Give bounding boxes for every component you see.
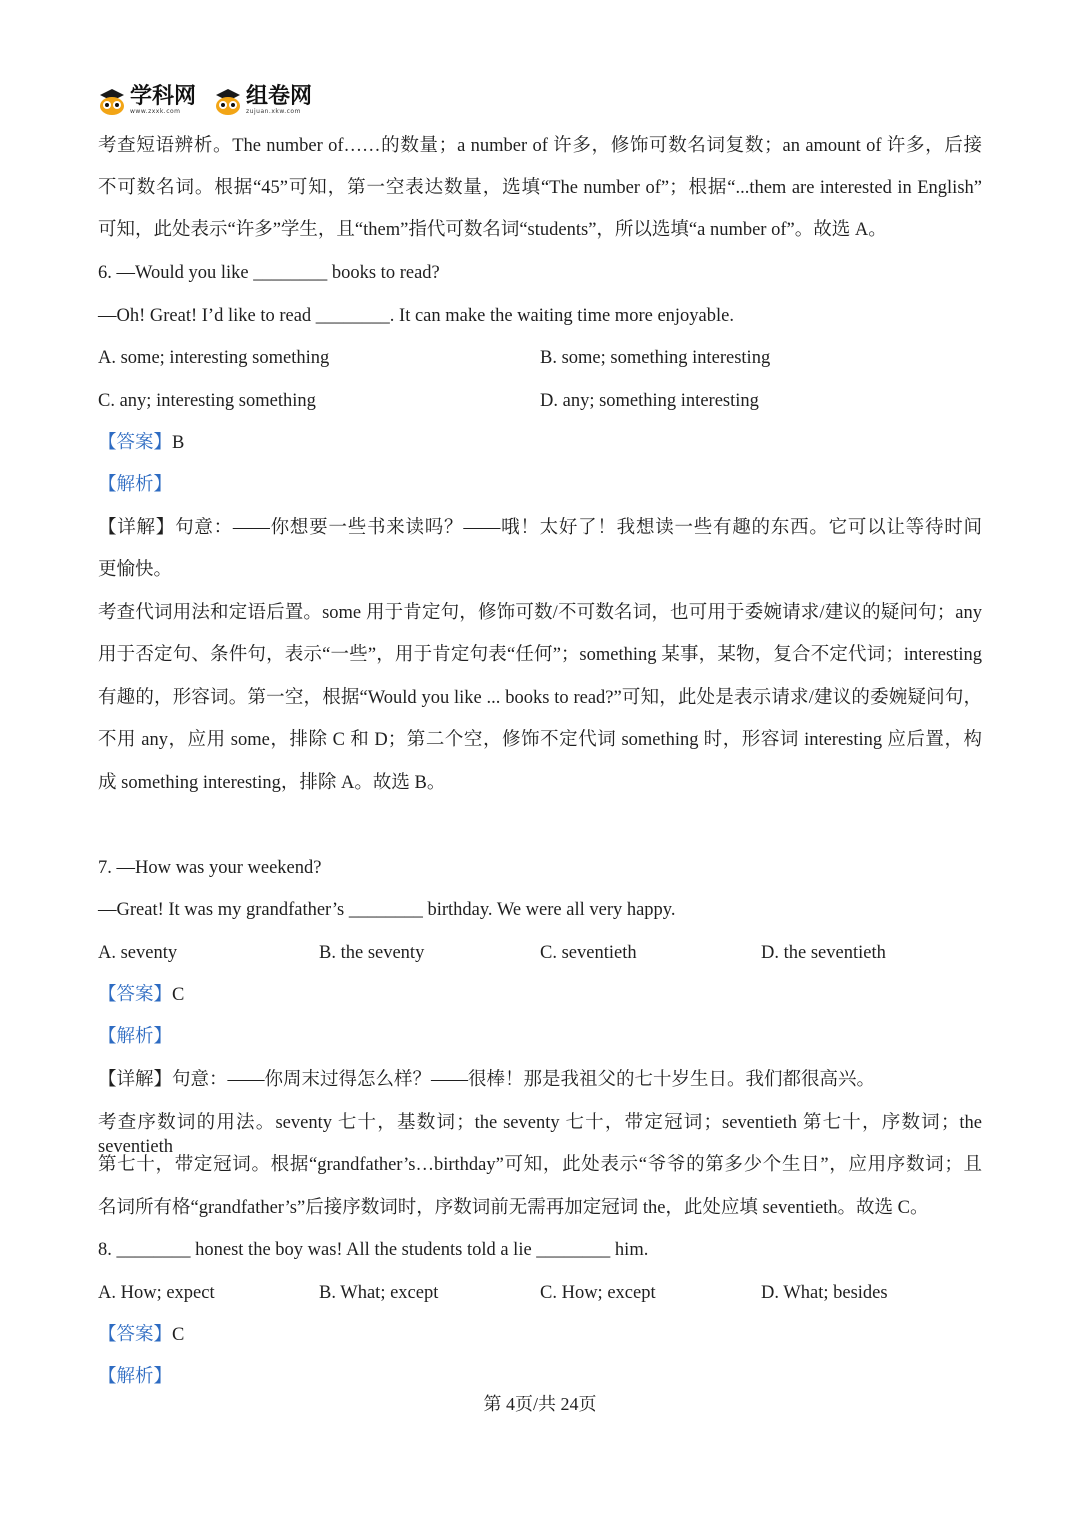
explain-line: 考查序数词的用法。seventy 七十，基数词；the seventy 七十，带定冠词；seventieth 第七十，序数词；the seventieth xyxy=(98,1113,982,1157)
analysis-label: 【解析】 xyxy=(98,1367,173,1387)
paragraph-line: 可知，此处表示“许多”学生，且“them”指代可数名词“students”，所以选填“a number of”。故选 A。 xyxy=(98,220,887,240)
header-logos xyxy=(98,82,312,118)
logo-url: www.zxxk.com xyxy=(130,107,181,115)
option-d: D. the seventieth xyxy=(761,943,886,963)
option-c: C. How; except xyxy=(540,1283,656,1303)
detail-text: 句意：——你想要一些书来读吗？——哦！太好了！我想读一些有趣的东西。它可以让等待时间 xyxy=(175,518,982,538)
option-c: C. seventieth xyxy=(540,943,637,963)
question-8-stem: 8. ________ honest the boy was! All the students told a lie ________ him. xyxy=(98,1240,649,1260)
explain-line: 名词所有格“grandfather’s”后接序数词时，序数词前无需再加定冠词 the，此处应填 seventieth。故选 C。 xyxy=(98,1198,929,1218)
analysis-label: 【解析】 xyxy=(98,1027,173,1047)
paragraph-line: 考查短语辨析。The number of……的数量；a number of 许多，修饰可数名词复数；an amount of 许多，后接 xyxy=(98,136,982,156)
explain-line: 用于否定句、条件句，表示“一些”，用于肯定句表“任何”；something 某事，某物，复合不定代词；interesting xyxy=(98,645,982,665)
paragraph-line: 不可数名词。根据“45”可知，第一空表达数量，选填“The number of”；根据“...them are interested in English” xyxy=(98,178,982,198)
logo-url: zujuan.xkw.com xyxy=(246,107,301,115)
explain-line: 有趣的，形容词。第一空，根据“Would you like ... books to read?”可知，此处是表示请求/建议的委婉疑问句， xyxy=(98,688,982,708)
owl-mascot-icon xyxy=(98,89,126,115)
zxxk-logo[interactable] xyxy=(98,83,197,115)
explain-line: 第七十，带定冠词。根据“grandfather’s…birthday”可知，此处表示“爷爷的第多少个生日”，应用序数词；且 xyxy=(98,1155,982,1175)
question-7-stem: 7. —How was your weekend? xyxy=(98,858,322,878)
answer-line xyxy=(98,431,184,455)
detail-line: 更愉快。 xyxy=(98,560,173,580)
option-b: B. some; something interesting xyxy=(540,348,771,368)
logo-title: 学科网 xyxy=(130,83,197,109)
owl-mascot-icon xyxy=(214,89,242,115)
option-c: C. any; interesting something xyxy=(98,391,316,411)
logo-title: 组卷网 xyxy=(246,83,313,109)
question-7-dialog: —Great! It was my grandfather’s ________ birthday. We were all very happy. xyxy=(98,900,676,920)
answer-value: B xyxy=(172,433,185,453)
detail-line xyxy=(98,1068,875,1092)
page-number: 第 4页/共 24页 xyxy=(483,1394,597,1414)
answer-label: 【答案】 xyxy=(98,985,173,1005)
detail-label: 【详解】 xyxy=(98,518,176,538)
detail-text: 句意：——你周末过得怎么样？——很棒！那是我祖父的七十岁生日。我们都很高兴。 xyxy=(172,1070,876,1090)
question-6-stem: 6. —Would you like ________ books to read? xyxy=(98,263,440,283)
answer-label: 【答案】 xyxy=(98,1325,173,1345)
answer-label: 【答案】 xyxy=(98,433,173,453)
answer-value: C xyxy=(172,985,185,1005)
option-b: B. What; except xyxy=(319,1283,439,1303)
explain-line: 考查代词用法和定语后置。some 用于肯定句，修饰可数/不可数名词，也可用于委婉请求/建议的疑问句；any xyxy=(98,603,982,623)
detail-label: 【详解】 xyxy=(98,1070,173,1090)
detail-line xyxy=(98,516,982,540)
option-a: A. How; expect xyxy=(98,1283,215,1303)
option-a: A. some; interesting something xyxy=(98,348,330,368)
analysis-label: 【解析】 xyxy=(98,475,173,495)
answer-line xyxy=(98,1323,184,1347)
option-a: A. seventy xyxy=(98,943,178,963)
explain-line: 成 something interesting，排除 A。故选 B。 xyxy=(98,773,446,793)
answer-value: C xyxy=(172,1325,185,1345)
option-d: D. any; something interesting xyxy=(540,391,759,411)
zujuan-logo[interactable] xyxy=(214,83,313,115)
question-6-dialog: —Oh! Great! I’d like to read ________. It can make the waiting time more enjoyable. xyxy=(98,306,734,326)
explain-line: 不用 any，应用 some，排除 C 和 D；第二个空，修饰不定代词 something 时，形容词 interesting 应后置，构 xyxy=(98,730,982,750)
answer-line xyxy=(98,983,184,1007)
option-d: D. What; besides xyxy=(761,1283,888,1303)
option-b: B. the seventy xyxy=(319,943,425,963)
